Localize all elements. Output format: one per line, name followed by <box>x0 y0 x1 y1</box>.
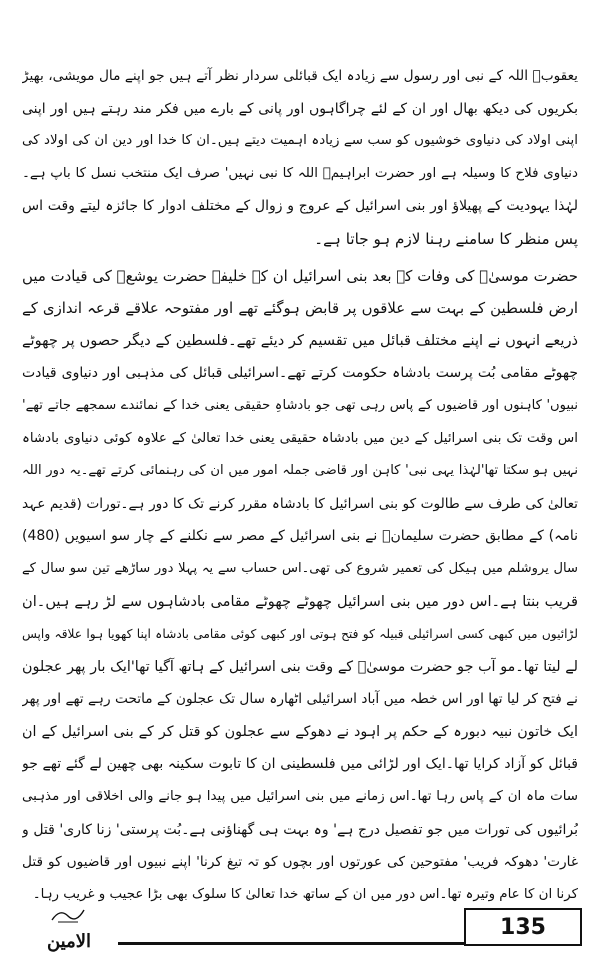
text-line: ایک خاتون نبیہ دبورہ کے حکم پر اہود نے دھوکے سے عجلون کو قتل کر کے بنی اسرائیل کے ان <box>22 723 578 740</box>
text-line: لڑائیوں میں کبھی کسی اسرائیلی قبیلہ کو فتح ہوتی اور کبھی کوئی مقامی بادشاہ اپنا کھویا ہوا علاقہ واپس <box>22 627 578 642</box>
text-line: دنیاوی فلاح کا وسیلہ ہے اور حضرت ابراہیمؑ اللہ کا نبی نہیں' صرف ایک منتخب نسل کا باپ ہے۔ <box>22 165 578 181</box>
text-line: لہٰذا یہودیت کے پھیلاؤ اور بنی اسرائیل کے عروج و زوال کے مختلف ادوار کا جائزہ لیتے وقت اس <box>22 198 578 215</box>
text-line: ذریعے انہوں نے اپنے مختلف قبائل میں تقسیم کر دیئے تھے۔فلسطین کے دیگر حصوں پر چھوٹے <box>22 331 578 349</box>
text-line: غارت' دھوکہ فریب' مفتوحین کی عورتوں اور بچوں کو تہ تیغ کرنا' اپنے نبیوں اور قاضیوں کو قتل <box>22 854 578 871</box>
text-line: نبیوں' کاہنوں اور قاضیوں کے پاس رہی تھی جو بادشاہِ حقیقی یعنی خدا کے نمائندے سمجھے جاتے تھے' <box>22 397 578 413</box>
text-line: نے فتح کر لیا تھا اور اس خطہ میں آباد اسرائیلی اٹھارہ سال تک عجلون کے ماتحت رہے تھے اور پھر <box>22 691 578 708</box>
text-line: قریب بنتا ہے۔اس دور میں بنی اسرائیل چھوٹے چھوٹے مقامی بادشاہوں سے لڑ رہے ہیں۔ان <box>22 592 578 610</box>
paragraph-1 <box>22 60 578 256</box>
text-line: قبائل کو آزاد کرایا تھا۔ایک اور لڑائی میں فلسطینی ان کا تابوت سکینہ بھی چھین لے گئے تھے جو <box>22 756 578 773</box>
logo-text: الامین <box>46 931 92 952</box>
page-footer <box>18 906 582 956</box>
publisher-logo <box>26 906 112 956</box>
text-line: اس وقت تک بنی اسرائیل کے دین میں بادشاہ حقیقی یعنی خدا تعالیٰ کے علاوہ کوئی دنیاوی بادشاہ <box>22 430 578 446</box>
page-number-box <box>464 908 582 946</box>
paragraph-2 <box>22 260 578 912</box>
text-line: سال یروشلم میں ہیکل کی تعمیر شروع کی تھی۔اس حساب سے یہ پہلا دور ساڑھے تین سو سال کے <box>22 560 578 576</box>
text-line: کرنا ان کا عام وتیرہ تھا۔اس دور میں ان کے ساتھ خدا تعالیٰ کا سلوک بھی بڑا عجیب و غریب رہا۔ <box>32 886 578 902</box>
text-line: تعالیٰ کی طرف سے طالوت کو بنی اسرائیل کا بادشاہ مقرر کرنے تک کا دور ہے۔تورات (قدیم عہد <box>22 495 578 512</box>
page-number: 135 <box>500 914 546 940</box>
text-line: لے لیتا تھا۔مو آب جو حضرت موسیٰؑ کے وقت بنی اسرائیل کے ہاتھ آگیا تھا'ایک بار پھر عجلون <box>22 658 578 675</box>
text-line: پس منظر کا سامنے رہنا لازم ہو جاتا ہے۔ <box>314 229 578 248</box>
text-line: ارض فلسطین کے بہت سے علاقوں پر قابض ہوگئے تھے اور مفتوحہ علاقے قرعہ اندازی کے <box>22 299 578 318</box>
logo-flourish-icon <box>48 906 88 924</box>
text-line: یعقوبؑ اللہ کے نبی اور رسول سے زیادہ ایک قبائلی سردار نظر آتے ہیں جو اپنے مال مویشی، بھیڑ <box>22 68 578 84</box>
text-line: سات ماہ ان کے پاس رہا تھا۔اس زمانے میں بنی اسرائیل میں پیدا ہو جانے والی اخلاقی اور مذہبی <box>22 789 578 805</box>
body-text <box>22 60 578 911</box>
text-line: بُرائیوں کی تورات میں جو تفصیل درج ہے' وہ بہت ہی گھناؤنی ہے۔بُت پرستی' زنا کاری' قتل و <box>22 821 578 838</box>
text-line: نامہ) کے مطابق حضرت سلیمانؑ نے بنی اسرائیل کے مصر سے نکلنے کے چار سو اسیویں (480) <box>22 528 578 545</box>
text-line: حضرت موسیٰؑ کی وفات کے بعد بنی اسرائیل ان کے خلیفہ حضرت یوشعؑ کی قیادت میں <box>22 266 578 285</box>
text-line: بکریوں کی دیکھ بھال اور ان کے لئے چراگاہوں اور پانی کے بارے میں فکر مند رہتے ہیں اور اپنی <box>22 100 578 117</box>
text-line: چھوٹے مقامی بُت پرست بادشاہ حکومت کرتے تھے۔اسرائیلی قبائل کی مذہبی اور دنیاوی قیادت <box>22 365 578 382</box>
text-line: اپنی اولاد کی دنیاوی خوشیوں کو سب سے زیادہ اہمیت دیتے ہیں۔ان کا خدا اور دین ان کی اولاد کی <box>22 133 578 149</box>
text-line: نہیں ہو سکتا تھا'لہٰذا یہی نبی' کاہن اور قاضی جملہ امور میں ان کی رہنمائی کرتے تھے۔یہ دور اللہ <box>22 463 578 479</box>
